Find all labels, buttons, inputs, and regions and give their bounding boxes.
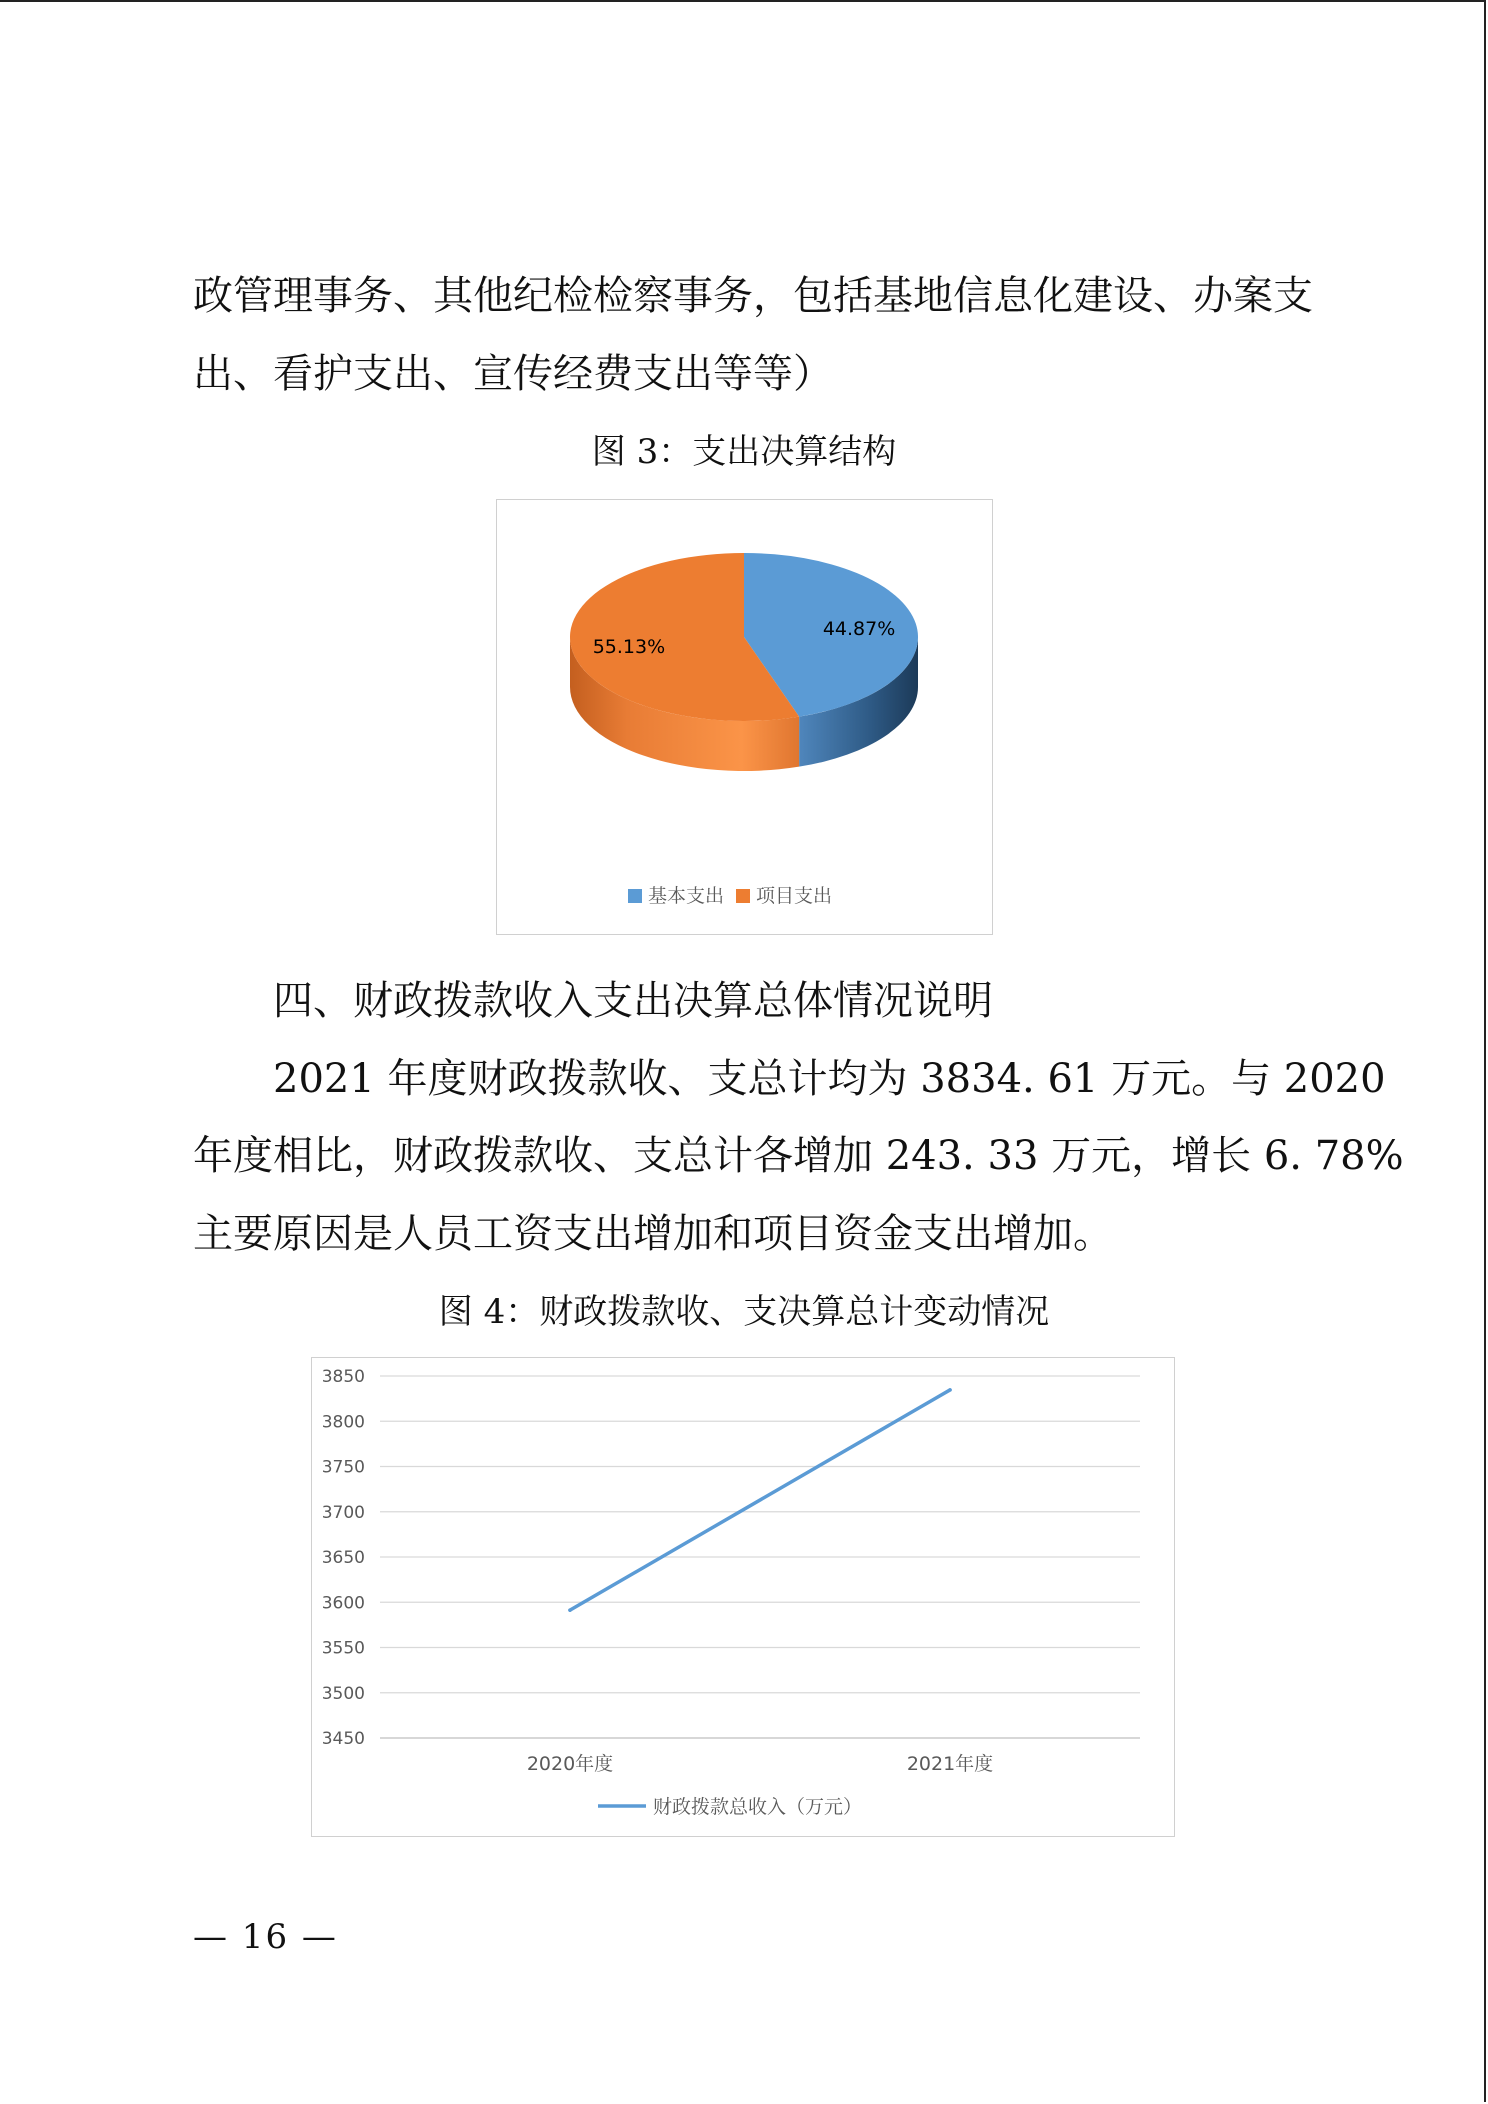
y-tick-label-3450: 3450 (321, 1729, 365, 1749)
line-chart-frame (311, 1357, 1175, 1837)
y-tick-label-3800: 3800 (321, 1412, 365, 1433)
y-tick-label-3550: 3550 (321, 1638, 365, 1659)
section4-heading: 四、财政拨款收入支出决算总体情况说明 (273, 978, 993, 1024)
intro-line-1: 政管理事务、其他纪检检察事务，包括基地信息化建设、办案支 (193, 273, 1313, 319)
series-point-2 (948, 1388, 952, 1392)
x-tick-label-2: 2021年度 (906, 1753, 994, 1775)
page-number: — 16 — (193, 1917, 338, 1957)
y-tick-label-3700: 3700 (321, 1502, 365, 1523)
pie-legend-swatch-2 (736, 889, 750, 903)
y-tick-label-3500: 3500 (321, 1683, 365, 1704)
y-tick-label-3850: 3850 (321, 1367, 365, 1387)
section4-line-3: 主要原因是人员工资支出增加和项目资金支出增加。 (193, 1211, 1113, 1257)
pie-legend-label-2: 项目支出 (756, 885, 833, 907)
figure4-caption: 图 4：财政拨款收、支决算总计变动情况 (438, 1292, 1050, 1332)
figure3-caption: 图 3：支出决算结构 (591, 432, 897, 472)
intro-line-2: 出、看护支出、宣传经费支出等等） (193, 351, 833, 397)
pie-chart (497, 500, 991, 933)
series-point-1 (568, 1608, 572, 1612)
y-tick-label-3750: 3750 (321, 1457, 365, 1478)
line-legend-label: 财政拨款总收入（万元） (653, 1796, 863, 1818)
section4-line-2: 年度相比，财政拨款收、支总计各增加 243. 33 万元，增长 6. 78% (193, 1133, 1404, 1179)
line-chart (312, 1358, 1173, 1835)
pie-legend-swatch-1 (628, 889, 642, 903)
pie-data-label-1: 44.87% (822, 617, 896, 640)
pie-chart-frame (496, 499, 993, 935)
section4-line-1: 2021 年度财政拨款收、支总计均为 3834. 61 万元。与 2020 (273, 1056, 1386, 1102)
x-tick-label-1: 2020年度 (526, 1753, 614, 1775)
series-line-1 (570, 1390, 950, 1610)
y-tick-label-3650: 3650 (321, 1548, 365, 1568)
pie-legend-label-1: 基本支出 (648, 885, 725, 907)
y-tick-label-3600: 3600 (321, 1593, 365, 1614)
pie-data-label-2: 55.13% (592, 636, 666, 659)
